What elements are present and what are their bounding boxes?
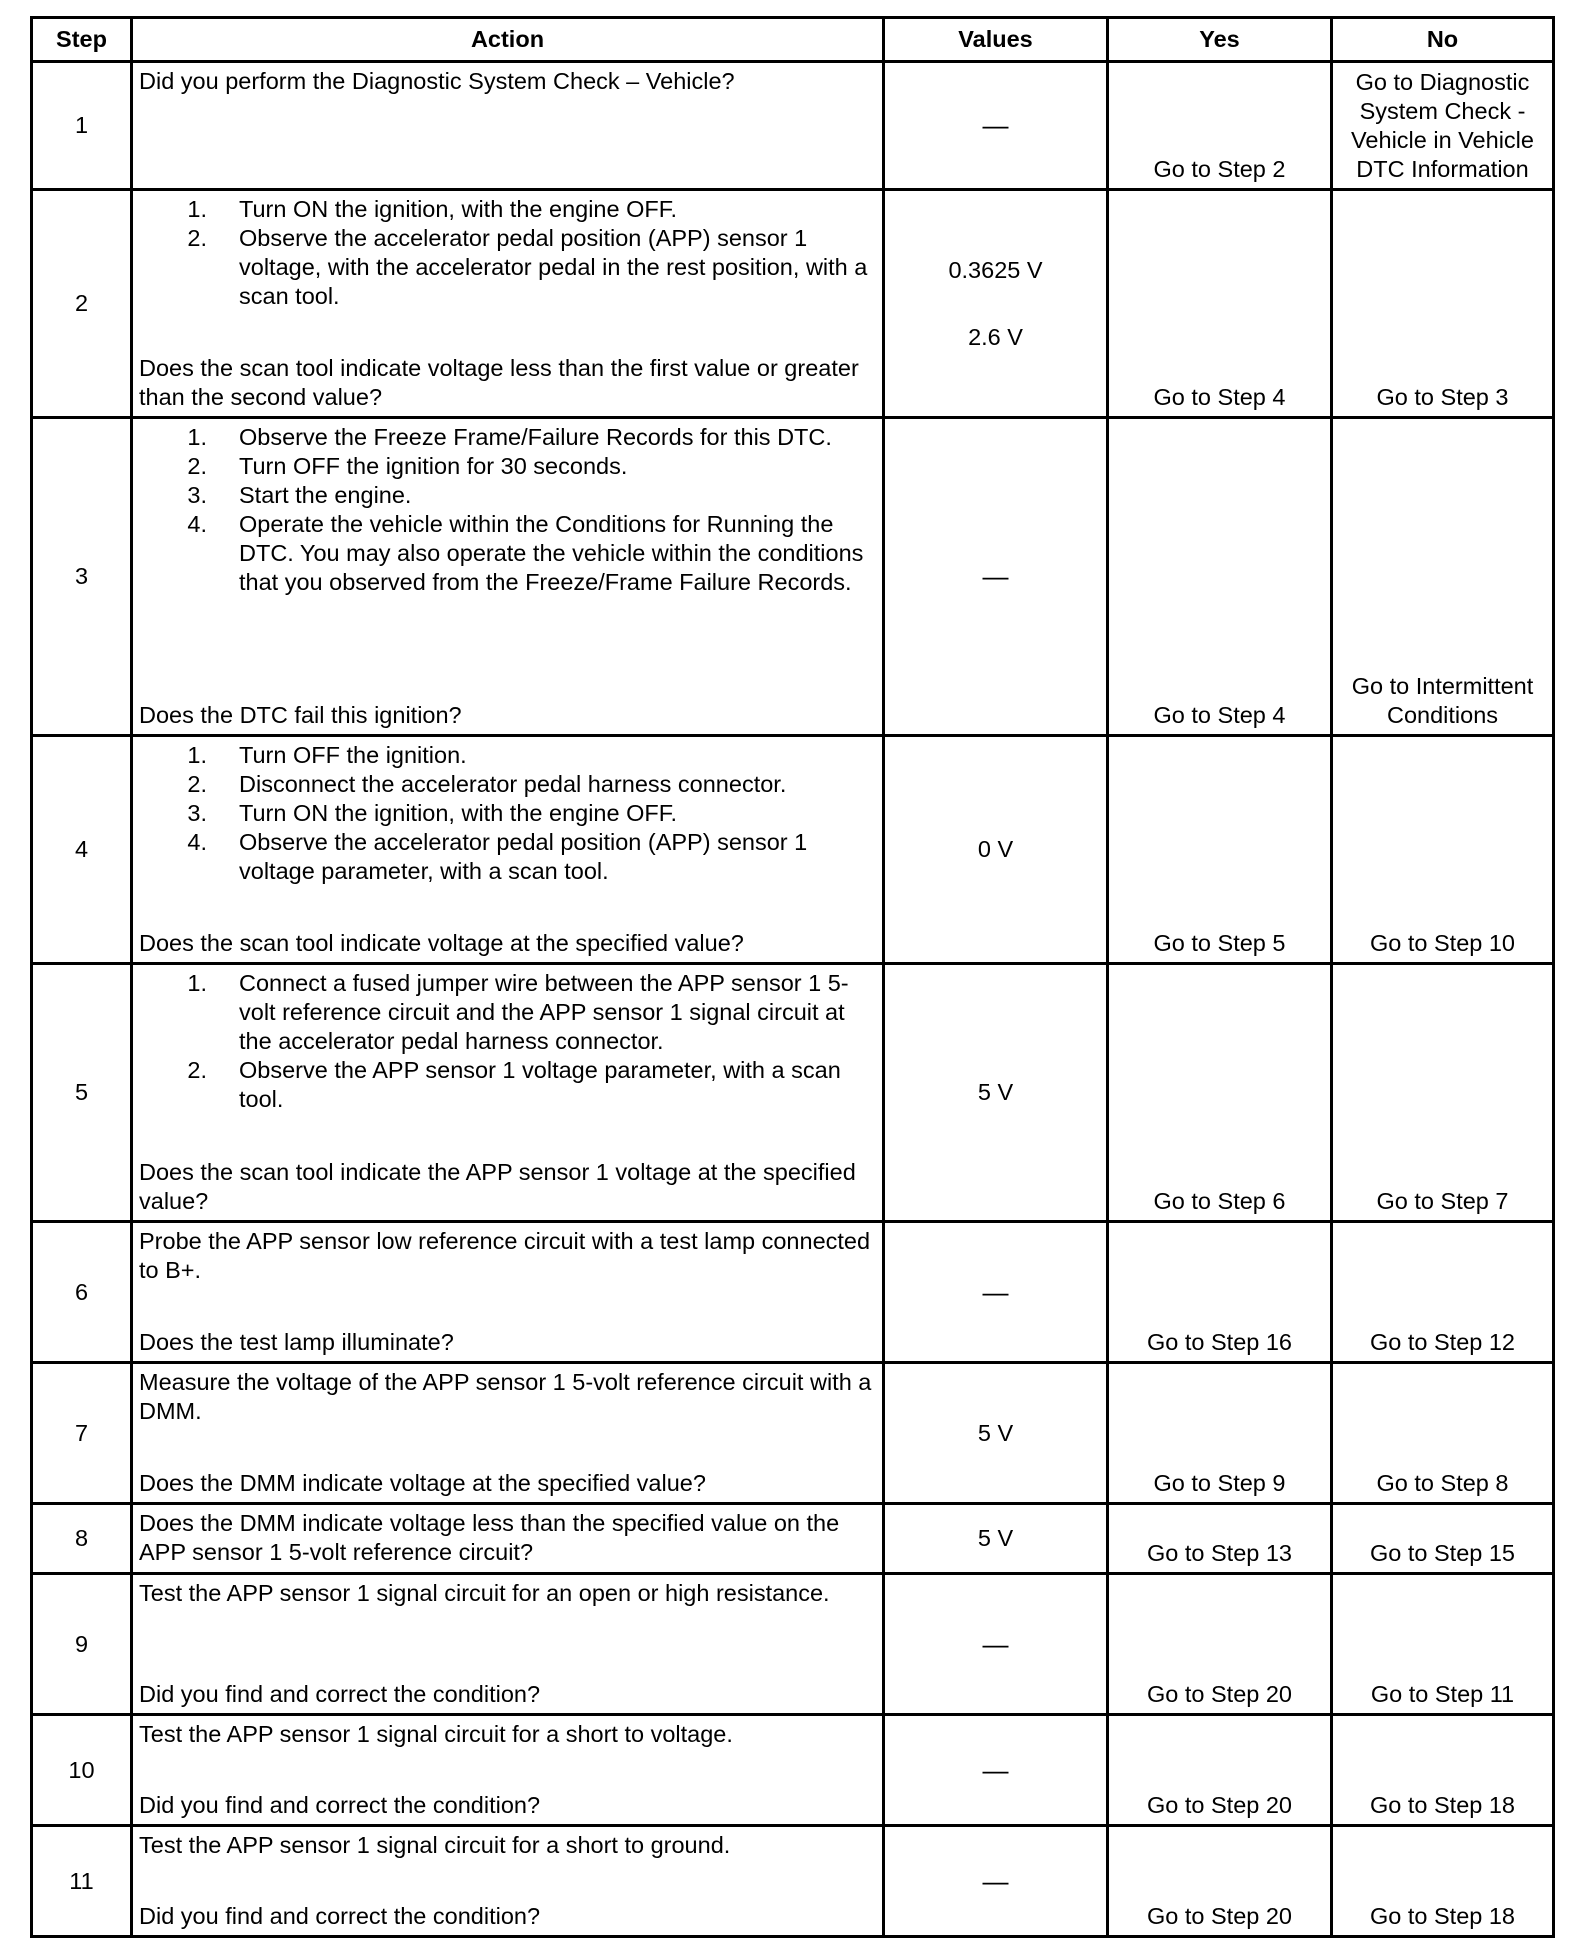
yes-result: Go to Step 5: [1108, 736, 1332, 964]
action-content: [139, 1579, 876, 1709]
step-number: 4: [32, 736, 132, 964]
table-row: [32, 1574, 1554, 1715]
action-content: [139, 1831, 876, 1931]
action-intro: Test the APP sensor 1 signal circuit for a short to ground.: [139, 1832, 731, 1858]
list-item-text: Observe the accelerator pedal position (APP) sensor 1 voltage, with the accelerator pedal in the rest position, with a scan tool.: [239, 225, 868, 309]
action-question: Does the scan tool indicate the APP sensor 1 voltage at the specified value?: [139, 1159, 856, 1214]
list-item-number: 4.: [187, 829, 207, 855]
action-list: [139, 195, 876, 311]
no-result: Go to Step 15: [1332, 1504, 1554, 1574]
action-list-item: [139, 1056, 876, 1114]
action-instructions: [139, 195, 876, 311]
action-question: Does the DTC fail this ignition?: [139, 702, 462, 728]
action-content: [139, 741, 876, 958]
no-result: Go to Step 7: [1332, 964, 1554, 1222]
table-row: [32, 62, 1554, 190]
list-item-number: 2.: [187, 1057, 207, 1083]
action-intro: Test the APP sensor 1 signal circuit for a short to voltage.: [139, 1721, 733, 1747]
diagnostic-table: [30, 16, 1555, 1938]
action-content: [139, 1368, 876, 1498]
value-text: 5 V: [977, 1419, 1014, 1446]
action-cell: [132, 1222, 884, 1363]
yes-result: Go to Step 20: [1108, 1715, 1332, 1826]
action-content: [139, 1227, 876, 1357]
action-list-item: [139, 224, 876, 311]
list-item-text: Disconnect the accelerator pedal harness connector.: [239, 771, 787, 797]
no-result: Go to Step 11: [1332, 1574, 1554, 1715]
action-intro: Measure the voltage of the APP sensor 1 5-volt reference circuit with a DMM.: [139, 1369, 872, 1424]
table-row: [32, 190, 1554, 418]
action-intro: Test the APP sensor 1 signal circuit for an open or high resistance.: [139, 1580, 830, 1606]
table-row: [32, 964, 1554, 1222]
list-item-text: Observe the Freeze Frame/Failure Records for this DTC.: [239, 424, 832, 450]
action-question: Did you find and correct the condition?: [139, 1681, 541, 1707]
list-item-number: 3.: [187, 482, 207, 508]
action-content: [139, 969, 876, 1216]
action-question: Does the test lamp illuminate?: [139, 1329, 454, 1355]
values-cell: [884, 62, 1108, 190]
action-cell: [132, 1715, 884, 1826]
header-row: [32, 18, 1554, 62]
list-item-number: 1.: [187, 742, 207, 768]
list-item-number: 4.: [187, 511, 207, 537]
step-number: 5: [32, 964, 132, 1222]
values-cell: [884, 1363, 1108, 1504]
no-result: Go to Diagnostic System Check - Vehicle in Vehicle DTC Information: [1332, 62, 1554, 190]
values-cell: [884, 418, 1108, 736]
action-question: Did you find and correct the condition?: [139, 1792, 541, 1818]
list-item-text: Connect a fused jumper wire between the APP sensor 1 5-volt reference circuit and the APP sensor 1 signal circuit at the accelerator pedal harness connector.: [239, 970, 849, 1054]
value-text: 5 V: [977, 1079, 1014, 1105]
action-list-item: [139, 510, 876, 597]
value-text: —: [982, 561, 1009, 591]
value-text: —: [982, 1865, 1009, 1896]
action-instructions: [139, 1579, 876, 1608]
action-list-item: [139, 770, 876, 799]
action-list-item: [139, 828, 876, 886]
no-result: Go to Step 8: [1332, 1363, 1554, 1504]
action-list: [139, 969, 876, 1114]
value-text: —: [982, 1754, 1009, 1785]
action-cell: [132, 1826, 884, 1937]
value-text: 0.3625 V: [948, 256, 1043, 283]
list-item-number: 1.: [187, 424, 207, 450]
yes-result: Go to Step 13: [1108, 1504, 1332, 1574]
action-instructions: [139, 67, 876, 96]
yes-result: Go to Step 20: [1108, 1574, 1332, 1715]
yes-result: Go to Step 4: [1108, 418, 1332, 736]
action-instructions: [139, 1509, 876, 1567]
step-number: 2: [32, 190, 132, 418]
value-text: 0 V: [977, 836, 1014, 862]
header-yes: Yes: [1108, 18, 1332, 62]
action-list-item: [139, 195, 876, 224]
step-number: 11: [32, 1826, 132, 1937]
list-item-text: Start the engine.: [239, 482, 412, 508]
value-text: —: [982, 1276, 1009, 1307]
values-cell: [884, 1504, 1108, 1574]
header-no: No: [1332, 18, 1554, 62]
action-cell: [132, 1363, 884, 1504]
table-row: [32, 736, 1554, 964]
value-text: —: [982, 1628, 1009, 1659]
values-cell: [884, 1222, 1108, 1363]
action-list-item: [139, 741, 876, 770]
header-step: Step: [32, 18, 132, 62]
action-cell: [132, 1504, 884, 1574]
table-row: [32, 1715, 1554, 1826]
action-cell: [132, 964, 884, 1222]
action-content: [139, 1720, 876, 1820]
list-item-number: 3.: [187, 800, 207, 826]
step-number: 8: [32, 1504, 132, 1574]
list-item-text: Turn OFF the ignition.: [239, 742, 467, 768]
action-intro: Did you perform the Diagnostic System Check – Vehicle?: [139, 68, 735, 94]
step-number: 9: [32, 1574, 132, 1715]
action-instructions: [139, 1368, 876, 1426]
action-instructions: [139, 741, 876, 886]
action-intro: Does the DMM indicate voltage less than the specified value on the APP sensor 1 5-volt reference circuit?: [139, 1510, 840, 1565]
table-row: [32, 1504, 1554, 1574]
action-question: Does the scan tool indicate voltage at the specified value?: [139, 930, 744, 956]
table-row: [32, 418, 1554, 736]
list-item-text: Turn OFF the ignition for 30 seconds.: [239, 453, 628, 479]
no-result: Go to Step 18: [1332, 1826, 1554, 1937]
yes-result: Go to Step 4: [1108, 190, 1332, 418]
action-instructions: [139, 1227, 876, 1285]
no-result: Go to Step 12: [1332, 1222, 1554, 1363]
action-content: [139, 423, 876, 730]
action-content: [139, 67, 876, 184]
value-text: 2.6 V: [968, 323, 1023, 350]
list-item-number: 2.: [187, 225, 207, 251]
yes-result: Go to Step 20: [1108, 1826, 1332, 1937]
table-row: [32, 1222, 1554, 1363]
step-number: 1: [32, 62, 132, 190]
yes-result: Go to Step 16: [1108, 1222, 1332, 1363]
action-list-item: [139, 969, 876, 1056]
action-list-item: [139, 423, 876, 452]
action-instructions: [139, 1720, 876, 1749]
list-item-text: Turn ON the ignition, with the engine OFF.: [239, 800, 678, 826]
list-item-text: Turn ON the ignition, with the engine OFF.: [239, 196, 678, 222]
step-number: 10: [32, 1715, 132, 1826]
values-cell: [884, 964, 1108, 1222]
values-cell: [884, 736, 1108, 964]
no-result: Go to Step 10: [1332, 736, 1554, 964]
values-cell: [884, 1574, 1108, 1715]
action-cell: [132, 62, 884, 190]
step-number: 7: [32, 1363, 132, 1504]
step-number: 3: [32, 418, 132, 736]
action-content: [139, 1509, 876, 1568]
action-question: Does the scan tool indicate voltage less than the first value or greater than the second value?: [139, 355, 859, 410]
no-result: Go to Step 18: [1332, 1715, 1554, 1826]
action-list-item: [139, 799, 876, 828]
list-item-text: Observe the APP sensor 1 voltage parameter, with a scan tool.: [239, 1057, 841, 1112]
table-row: [32, 1826, 1554, 1937]
action-question: Did you find and correct the condition?: [139, 1903, 541, 1929]
action-instructions: [139, 423, 876, 597]
yes-result: Go to Step 6: [1108, 964, 1332, 1222]
list-item-text: Operate the vehicle within the Conditions for Running the DTC. You may also operate the vehicle within the conditions that you observed from the Freeze/Frame Failure Records.: [239, 511, 864, 595]
step-number: 6: [32, 1222, 132, 1363]
action-list-item: [139, 481, 876, 510]
action-cell: [132, 1574, 884, 1715]
list-item-text: Observe the accelerator pedal position (APP) sensor 1 voltage parameter, with a scan tool.: [239, 829, 808, 884]
value-text: —: [982, 110, 1009, 140]
table-body: [32, 62, 1554, 1937]
no-result: Go to Step 3: [1332, 190, 1554, 418]
action-list: [139, 423, 876, 597]
list-item-number: 2.: [187, 771, 207, 797]
values-cell: [884, 1715, 1108, 1826]
action-intro: Probe the APP sensor low reference circuit with a test lamp connected to B+.: [139, 1228, 871, 1283]
action-instructions: [139, 969, 876, 1114]
values-cell: [884, 190, 1108, 418]
list-item-number: 1.: [187, 970, 207, 996]
action-cell: [132, 736, 884, 964]
no-result: Go to Intermittent Conditions: [1332, 418, 1554, 736]
yes-result: Go to Step 9: [1108, 1363, 1332, 1504]
action-question: Does the DMM indicate voltage at the specified value?: [139, 1470, 706, 1496]
action-cell: [132, 418, 884, 736]
list-item-number: 1.: [187, 196, 207, 222]
list-item-number: 2.: [187, 453, 207, 479]
values-cell: [884, 1826, 1108, 1937]
header-action: Action: [132, 18, 884, 62]
action-list: [139, 741, 876, 886]
action-content: [139, 195, 876, 412]
action-list-item: [139, 452, 876, 481]
action-cell: [132, 190, 884, 418]
yes-result: Go to Step 2: [1108, 62, 1332, 190]
value-text: 5 V: [977, 1525, 1014, 1551]
header-values: Values: [884, 18, 1108, 62]
table-row: [32, 1363, 1554, 1504]
action-instructions: [139, 1831, 876, 1860]
